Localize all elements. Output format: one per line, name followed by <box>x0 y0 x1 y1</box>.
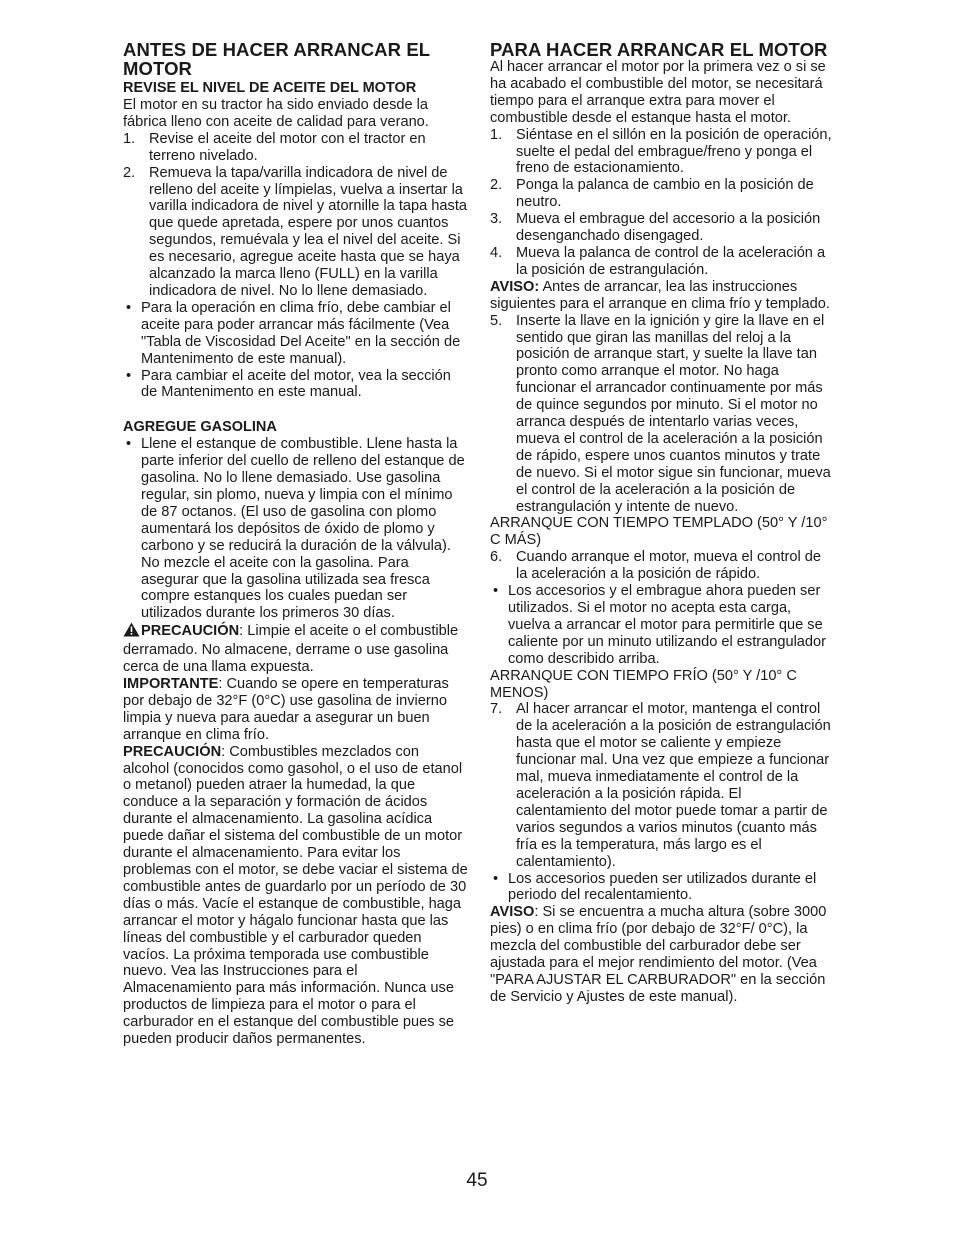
bullet-marker: • <box>126 367 132 384</box>
oil-bullet-2 <box>123 368 468 402</box>
step-number: 2. <box>490 177 503 194</box>
step-text: Cuando arranque el motor, mueva el control de la aceleración a la posición de rápido. <box>516 549 822 583</box>
warning-triangle-icon <box>123 622 140 642</box>
notice-cold-warm <box>490 279 835 313</box>
step-number: 6. <box>490 549 503 566</box>
warm-bullet <box>490 583 835 668</box>
warm-weather-heading: ARRANQUE CON TIEMPO TEMPLADO (50° Y /10° C MÁS) <box>490 515 828 549</box>
left-column <box>123 40 468 1048</box>
step-text: Mueva el embrague del accesorio a la posición desenganchado disengaged. <box>516 211 821 245</box>
caution-text: : Limpie el aceite o el combustible derramado. No almacene, derrame o use gasolina cerca de una llama expuesta. <box>123 623 459 676</box>
start-step-5 <box>490 313 835 516</box>
notice-altitude <box>490 904 835 1005</box>
oil-bullet-1 <box>123 300 468 368</box>
caution-label: PRECAUCIÓN <box>123 743 222 760</box>
notice-label: AVISO <box>490 904 535 921</box>
step-number: 7. <box>490 701 503 718</box>
oil-step-1 <box>123 131 468 165</box>
important-text: : Cuando se opere en temperaturas por debajo de 32°F (0°C) use gasolina de invierno limpia y nueva para auedar a asegurar un buen arranque en clima frío. <box>123 676 449 743</box>
step-number: 2. <box>123 164 136 181</box>
oil-intro: El motor en su tractor ha sido enviado desde la fábrica lleno con aceite de calidad para verano. <box>123 97 429 130</box>
step-text: Revise el aceite del motor con el tractor en terreno nivelado. <box>149 130 426 164</box>
important-label: IMPORTANTE <box>123 676 219 692</box>
bullet-text: Llene el estanque de combustible. Llene hasta la parte inferior del cuello de relleno del estanque de gasolina. No lo llene demasiado. Use gasolina regular, sin plomo, nueva y limpia con el mínimo de 87 octanos. (El uso de gasolina con plomo aumentará los depósitos de óxido de plomo y carbono y se reducirá la duración de la válvula). No mezcle el aceite con la gasolina. Para asegurar que la gasolina utilizada sea fresca compre estanques los cuales puedan ser utilizados durante los primeros 30 días. <box>141 436 465 622</box>
step-number: 1. <box>123 130 136 147</box>
oil-step-2 <box>123 165 468 300</box>
step-text: Mueva la palanca de control de la aceleración a la posición de estrangulación. <box>516 244 826 278</box>
cold-weather-heading: ARRANQUE CON TIEMPO FRÍO (50° Y /10° C MENOS) <box>490 667 797 701</box>
caution-alcohol-fuel <box>123 744 468 1048</box>
step-text: Remueva la tapa/varilla indicadora de nivel de relleno del aceite y límpielas, vuelva a insertar la varilla indicadora de nivel y atornille la tapa hasta que quede apretada, espere por unos cuantos segundos, remuévala y lea el nivel del aceite. Si es necesario, agregue aceite hasta que se haya alcanzado la marca lleno (FULL) en la varilla indicadora de nivel. No lo llene demasiado. <box>149 164 468 299</box>
notice-label: AVISO: <box>490 278 540 295</box>
start-step-6 <box>490 549 835 583</box>
section-title-before-starting: ANTES DE HACER ARRANCAR EL MOTOR <box>123 39 430 79</box>
start-step-7 <box>490 701 835 870</box>
fuel-bullet <box>123 436 468 622</box>
start-step-1 <box>490 127 835 178</box>
bullet-text: Para cambiar el aceite del motor, vea la sección de Mantenimento en este manual. <box>141 367 451 401</box>
page-number: 45 <box>466 1170 488 1191</box>
bullet-text: Los accesorios pueden ser utilizados durante el periodo del recalentamiento. <box>508 870 817 904</box>
start-step-3 <box>490 211 835 245</box>
bullet-marker: • <box>493 583 499 600</box>
start-intro: Al hacer arrancar el motor por la primera vez o si se ha acabado el combustible del motor, se necesitará tiempo para el arranque extra para mover el combustible desde el estanque hasta el motor. <box>490 59 826 126</box>
cold-bullet <box>490 871 835 905</box>
bullet-text: Para la operación en clima frío, debe cambiar el aceite para poder arrancar más fácilmente (Vea "Tabla de Viscosidad Del Aceite" en la sección de Mantenimento de este manual). <box>141 299 461 367</box>
step-text: Ponga la palanca de cambio en la posición de neutro. <box>516 177 814 211</box>
step-number: 5. <box>490 312 503 329</box>
step-text: Inserte la llave en la ignición y gire la llave en el sentido que giran las manillas del reloj a la posición de arranque start, y suelte la llave tan pronto como arranque el motor. No haga funcionar el arrancador continuamente por más de quince segundos por minuto. Si el motor no arranca después de intentarlo varias veces, mueva el control de la aceleración a la posición de rápido, espere unos cuantos minutos y trate de nuevo. Si el motor sigue sin funcionar, mueva el control de la aceleración a la posición de estrangulación y intente de nuevo. <box>516 312 831 515</box>
caution-fuel-spill <box>123 622 468 676</box>
notice-text: : Si se encuentra a mucha altura (sobre 3000 pies) o en clima frío (por debajo de 32°F/ 0°C), la mezcla del combustible del carburador debe ser ajustada para el mejor rendimiento del motor. (Vea "PARA AJUSTAR EL CARBURADOR" en la sección de Servicio y Ajustes de este manual). <box>490 904 827 1005</box>
step-number: 4. <box>490 244 503 261</box>
step-text: Al hacer arrancar el motor, mantenga el control de la aceleración a la posición de estrangulación hasta que el motor se caliente y empieze funcionar mal. Una vez que empieze a funcionar mal, mueva inmediatamente el control de la aceleración a la posición rápida. El calentamiento del motor puede tomar a partir de varios segundos a varios minutos (cuanto más fría es la temperatura, más largo es el calentamiento). <box>516 701 831 870</box>
bullet-text: Los accesorios y el embrague ahora pueden ser utilizados. Si el motor no acepta esta carga, vuelva a arrancar el motor para permitirle que se caliente por un minuto utilizando el estrangulador como describido arriba. <box>508 583 827 667</box>
bullet-marker: • <box>126 436 132 453</box>
caution-label: PRECAUCIÓN <box>141 623 240 640</box>
bullet-marker: • <box>493 870 499 887</box>
start-step-2 <box>490 177 835 211</box>
start-step-4 <box>490 245 835 279</box>
step-text: Siéntase en el sillón en la posición de operación, suelte el pedal del embrague/freno y ponga el freno de estacionamiento. <box>516 126 832 177</box>
notice-text: Antes de arrancar, lea las instrucciones siguientes para el arranque en clima frío y templado. <box>490 278 830 312</box>
important-winter-fuel <box>123 676 468 744</box>
right-column <box>490 40 835 1006</box>
step-number: 1. <box>490 126 503 143</box>
caution-text: : Combustibles mezclados con alcohol (conocidos como gasohol, o el uso de etanol o metanol) pueden atraer la humedad, la que conduce a la separación y formación de ácidos durante el almacenamiento. La gasolina acídica puede dañar el sistema del combustible de un motor durante el almacenamiento. Para evitar los problemas con el motor, se debe vaciar el sistema de combustible antes de guardarlo por un período de 30 días o más. Vacíe el estanque de combustible, haga arrancar el motor y hágalo funcionar hasta que las líneas del combustible y el carburador queden vacíos. La próxima temporada use combustible nuevo. Vea las Instrucciones para el Almacenamiento para más información. Nunca use productos de limpieza para el motor o para el carburador en el estanque del combustible pues se pueden producir daños permanentes. <box>123 743 468 1048</box>
step-number: 3. <box>490 211 503 228</box>
bullet-marker: • <box>126 299 132 316</box>
oil-heading: REVISE EL NIVEL DE ACEITE DEL MOTOR <box>123 80 417 96</box>
fuel-heading: AGREGUE GASOLINA <box>123 419 277 436</box>
section-title-starting-engine: PARA HACER ARRANCAR EL MOTOR <box>490 39 828 60</box>
